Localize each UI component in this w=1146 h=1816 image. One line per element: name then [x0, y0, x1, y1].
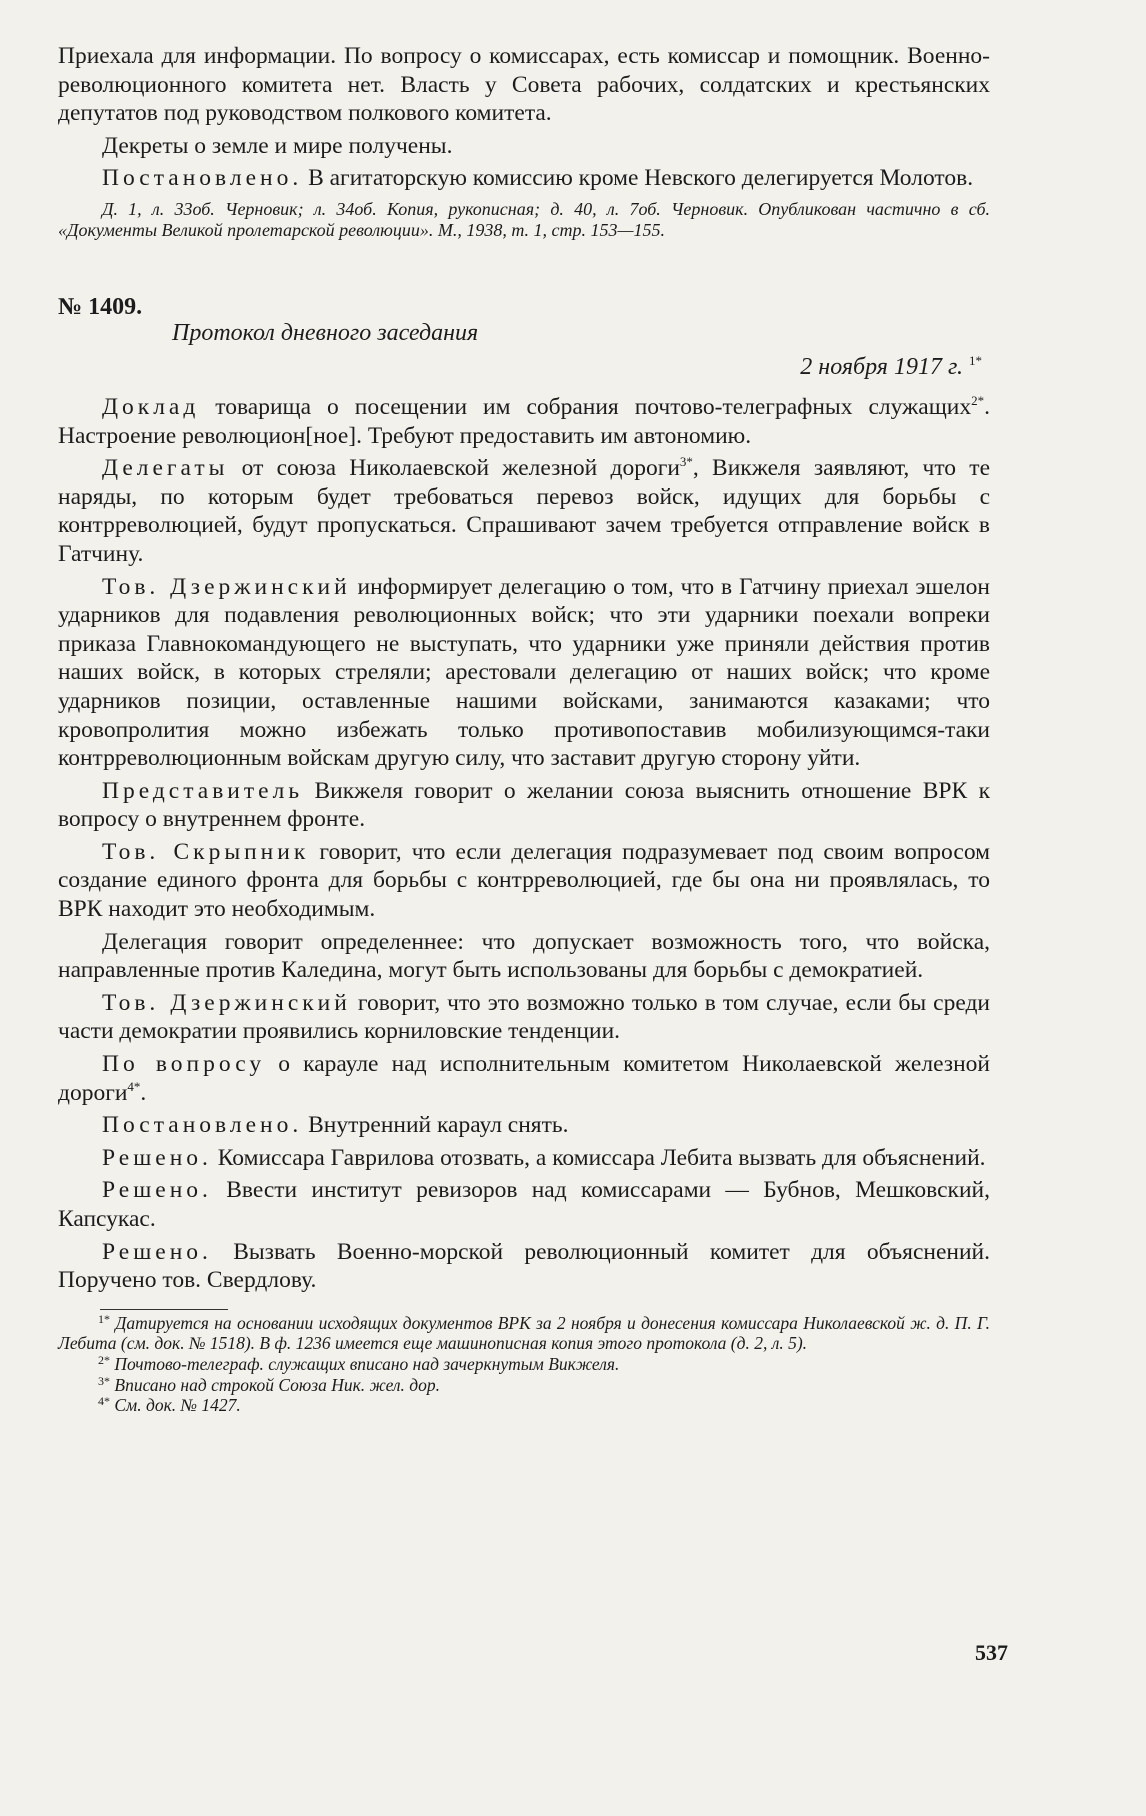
paragraph	[58, 454, 990, 568]
archival-source: Д. 1, л. 33об. Черновик; л. 34об. Копия, рукописная; д. 40, л. 7об. Черновик. Опубликован частично в сб. «Документы Великой пролетарской революции». М., 1938, т. 1, стр. 153—155.	[58, 198, 990, 240]
spaced-lead: Решено.	[102, 1144, 212, 1171]
paragraph	[58, 393, 990, 450]
footnote-text: Вписано над строкой Союза Ник. жел. дор.	[114, 1374, 441, 1395]
paragraph	[58, 777, 990, 834]
footnote-mark: 3*	[98, 1373, 110, 1388]
footnote	[58, 1354, 990, 1375]
spaced-lead: Решено.	[102, 1177, 212, 1204]
footnote-mark: 1*	[98, 1311, 110, 1326]
paragraph-text: говорит, что если делегация подразумевает под своим вопросом создание единого фронта для борьбы с контрреволюцией, где бы она ни проявлялась, то ВРК находит это необходимым.	[58, 838, 990, 923]
page-number: 537	[975, 1640, 1008, 1665]
document-number: № 1409.	[58, 293, 143, 320]
footnote-ref: 1*	[969, 352, 982, 368]
date-text: 2 ноября 1917 г.	[800, 353, 963, 380]
spaced-lead: Постановлено.	[102, 165, 303, 192]
footnote	[58, 1375, 990, 1396]
footnote-ref: 3*	[679, 454, 693, 470]
paragraph-text: Комиссара Гаврилова отозвать, а комиссара Лебита вызвать для объяснений.	[211, 1144, 986, 1171]
paragraph-text: от союза Николаевской железной дороги	[228, 455, 680, 482]
spaced-lead: Делегаты	[102, 455, 229, 482]
spaced-lead: По вопросу	[102, 1051, 266, 1078]
spaced-lead: Решено.	[102, 1238, 212, 1265]
paragraph-text: В агитаторскую комиссию кроме Невского делегируется Молотов.	[302, 165, 974, 192]
paragraph-text: Ввести институт ревизоров над комиссарами — Бубнов, Мешковский, Капсукас.	[58, 1177, 990, 1232]
paragraph-text: Внутренний караул снять.	[302, 1112, 569, 1139]
paragraph: Приехала для информации. По вопросу о комиссарах, есть комиссар и помощник. Военно-революционного комитета нет. Власть у Совета рабочих, солдатских и крестьянских депутатов под руководством полкового комитета.	[58, 43, 990, 127]
paragraph-text: товарища о посещении им собрания почтово-телеграфных служащих	[199, 393, 972, 420]
paragraph-text: говорит, что это возможно только в том случае, если бы среди части демократии проявились корниловские тенденции.	[58, 989, 991, 1045]
spaced-lead: Постановлено.	[102, 1112, 303, 1139]
footnote-text: См. док. № 1427.	[114, 1395, 241, 1416]
paragraph-text: . Настроение революцион[ное]. Требуют предоставить им автономию.	[58, 393, 990, 449]
paragraph-text: Вызвать Военно-морской революционный комитет для объяснений. Поручено тов. Свердлову.	[58, 1238, 990, 1294]
footnote	[58, 1313, 990, 1354]
document-title: Протокол дневного заседания	[172, 319, 479, 346]
paragraph	[58, 1050, 990, 1107]
paragraph-text: .	[140, 1079, 147, 1106]
spaced-lead: Тов. Дзержинский	[102, 573, 351, 600]
footnote-divider	[100, 1309, 228, 1310]
spaced-lead: Тов. Скрыпник	[102, 838, 310, 865]
paragraph: Декреты о земле и мире получены.	[102, 132, 453, 159]
document-date	[58, 353, 990, 381]
paragraph	[58, 1144, 990, 1173]
paragraph	[58, 1111, 990, 1140]
document-page	[58, 42, 990, 1416]
footnote-mark: 4*	[98, 1394, 110, 1409]
spaced-lead: Представитель	[102, 777, 304, 804]
paragraph	[58, 164, 990, 193]
footnote-ref: 4*	[127, 1078, 141, 1094]
paragraph-text: информирует делегацию о том, что в Гатчину приехал эшелон ударников для подавления революционных войск; что эти ударники поехали вопреки приказа Главнокомандующего не выступать, что ударники уже приняли действия против наших войск, в которых стреляли; арестовали делегацию от наших войск; что кроме ударников позиции, оставленные нашими войсками, занимаются казаками; что кровопролития можно избежать только противопоставив мобилизующимся-таки контрреволюционным войскам другую силу, что заставит другую сторону уйти.	[58, 573, 990, 772]
paragraph-text: о карауле над исполнительным комитетом Николаевской железной дороги	[58, 1051, 990, 1106]
footnote-mark: 2*	[98, 1352, 110, 1367]
paragraph	[58, 989, 990, 1046]
paragraph: Делегация говорит определеннее: что допускает возможность того, что войска, направленные против Каледина, могут быть использованы для борьбы с демократией.	[58, 928, 990, 984]
paragraph	[58, 573, 990, 773]
footnote	[58, 1395, 990, 1416]
footnote-text: Датируется на основании исходящих документов ВРК за 2 ноября и донесения комиссара Николаевской ж. д. П. Г. Лебита (см. док. № 1518). В ф. 1236 имеется еще машинописная копия этого протокола (д. 2, л. 5).	[58, 1312, 990, 1354]
footnote-text: Почтово-телеграф. служащих вписано над зачеркнутым Викжеля.	[114, 1353, 620, 1374]
spaced-lead: Доклад	[102, 393, 200, 420]
paragraph-text: , Викжеля заявляют, что те наряды, по которым будет требоваться перевоз войск, идущих для борьбы с контрреволюцией, будут пропускаться. Спрашивают зачем требуется отправление войск в Гатчину.	[58, 455, 990, 567]
paragraph	[58, 1238, 990, 1295]
paragraph	[58, 838, 990, 924]
paragraph	[58, 1176, 990, 1233]
spaced-lead: Тов. Дзержинский	[102, 989, 351, 1016]
footnote-ref: 2*	[971, 392, 985, 408]
paragraph-text: Викжеля говорит о желании союза выяснить отношение ВРК к вопросу о внутреннем фронте.	[58, 777, 990, 833]
